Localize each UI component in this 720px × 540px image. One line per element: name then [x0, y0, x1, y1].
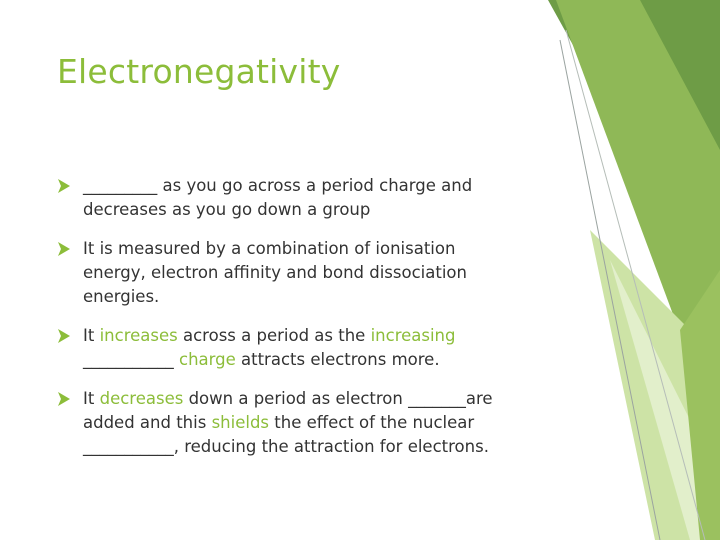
- highlighted-term: shields: [211, 413, 270, 432]
- bullet-line: [83, 174, 560, 198]
- arrowhead-bullet-icon: [56, 241, 72, 257]
- bullet-item: [60, 387, 560, 459]
- bullet-line: [83, 387, 560, 411]
- bullet-line: [83, 261, 560, 285]
- bullet-text: down a period as electron _______are: [183, 389, 493, 408]
- bullet-list: [60, 174, 560, 459]
- bullet-text: energies.: [83, 287, 160, 306]
- bullet-line: [83, 285, 560, 309]
- highlighted-term: charge: [179, 350, 236, 369]
- arrowhead-bullet-icon: [56, 328, 72, 344]
- bullet-text: across a period as the: [177, 326, 371, 345]
- bullet-text: It: [83, 389, 100, 408]
- bullet-text: attracts electrons more.: [235, 350, 440, 369]
- bullet-line: [83, 324, 560, 348]
- bullet-text: _________ as you go across a period charge and: [83, 176, 473, 195]
- highlighted-term: increasing: [370, 326, 456, 345]
- bullet-text: It: [83, 326, 100, 345]
- arrowhead-bullet-icon: [56, 391, 72, 407]
- bullet-line: [83, 435, 560, 459]
- arrowhead-bullet-icon: [56, 178, 72, 194]
- bullet-text: the effect of the nuclear: [269, 413, 475, 432]
- bullet-item: [60, 237, 560, 309]
- highlighted-term: decreases: [99, 389, 184, 408]
- bullet-line: [83, 411, 560, 435]
- bullet-text: added and this: [83, 413, 212, 432]
- bullet-item: [60, 324, 560, 372]
- highlighted-term: increases: [99, 326, 178, 345]
- slide-title: Electronegativity: [57, 52, 341, 91]
- bullet-line: [83, 348, 560, 372]
- bullet-text: It is measured by a combination of ionisation: [83, 239, 456, 258]
- bullet-text: decreases as you go down a group: [83, 200, 371, 219]
- bullet-line: [83, 198, 560, 222]
- bullet-text: energy, electron affinity and bond dissociation: [83, 263, 467, 282]
- bullet-line: [83, 237, 560, 261]
- bullet-item: [60, 174, 560, 222]
- bullet-text: ___________, reducing the attraction for electrons.: [83, 437, 489, 456]
- bullet-text: ___________: [83, 350, 179, 369]
